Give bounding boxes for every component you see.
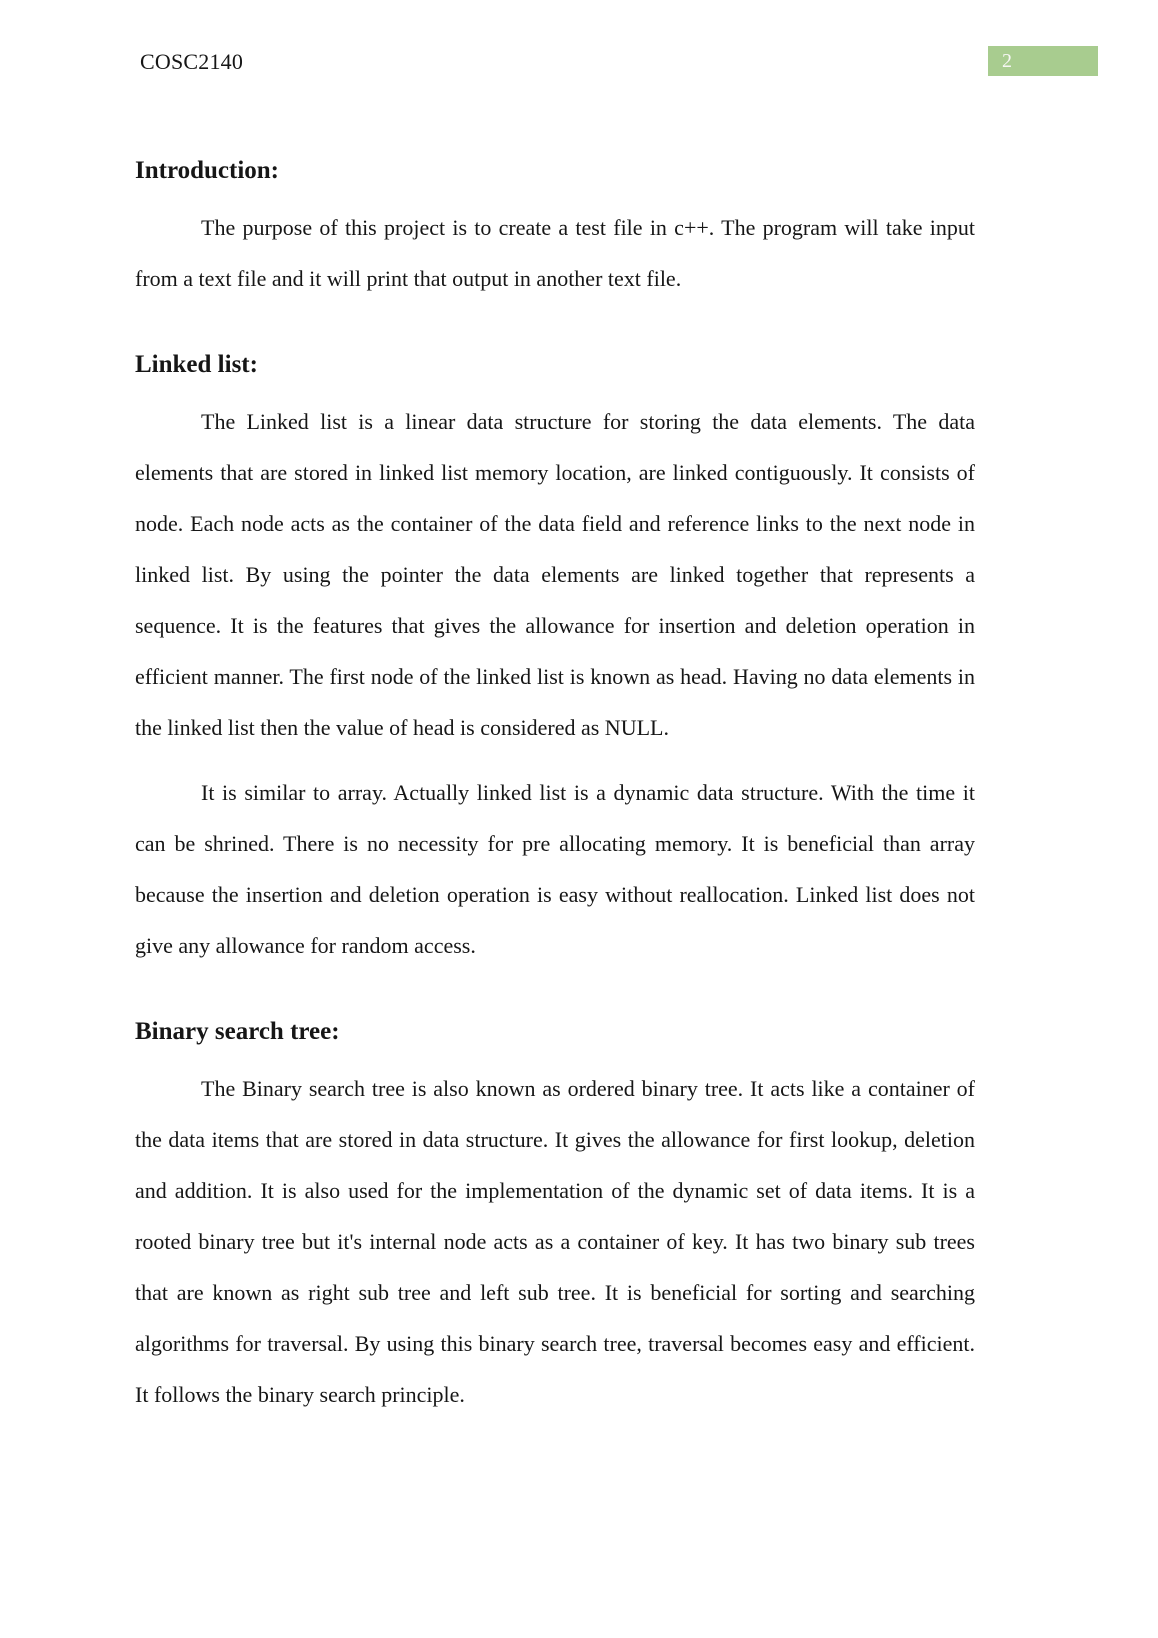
paragraph-introduction-1: The purpose of this project is to create a test file in c++. The program will take input from a text file and it will print that output in another text file. [135, 215, 975, 291]
paragraph-binary-search-tree-1: The Binary search tree is also known as ordered binary tree. It acts like a container of the data items that are stored in data structure. It gives the allowance for first lookup, deletion and addition. It is also used for the implementation of the dynamic set of data items. It is a rooted binary tree but it's internal node acts as a container of key. It has two binary sub trees that are known as right sub tree and left sub tree. It is beneficial for sorting and searching algorithms for traversal. By using this binary search tree, traversal becomes easy and efficient. It follows the binary search principle. [135, 1076, 975, 1407]
paragraph-linked-list-2: It is similar to array. Actually linked list is a dynamic data structure. With the time it can be shrined. There is no necessity for pre allocating memory. It is beneficial than array because the insertion and deletion operation is easy without reallocation. Linked list does not give any allowance for random access. [135, 780, 975, 958]
section-heading-linked-list: Linked list: [135, 351, 258, 378]
document-body [135, 120, 975, 1434]
course-code: COSC2140 [140, 49, 244, 74]
page-number-badge: 2 [988, 46, 1098, 76]
section-heading-introduction: Introduction: [135, 157, 280, 184]
paragraph-linked-list-1: The Linked list is a linear data structure for storing the data elements. The data elements that are stored in linked list memory location, are linked contiguously. It consists of node. Each node acts as the container of the data field and reference links to the next node in linked list. By using the pointer the data elements are linked together that represents a sequence. It is the features that gives the allowance for insertion and deletion operation in efficient manner. The first node of the linked list is known as head. Having no data elements in the linked list then the value of head is considered as NULL. [135, 409, 975, 740]
section-heading-binary-search-tree: Binary search tree: [135, 1018, 340, 1045]
page-header [140, 46, 1098, 78]
